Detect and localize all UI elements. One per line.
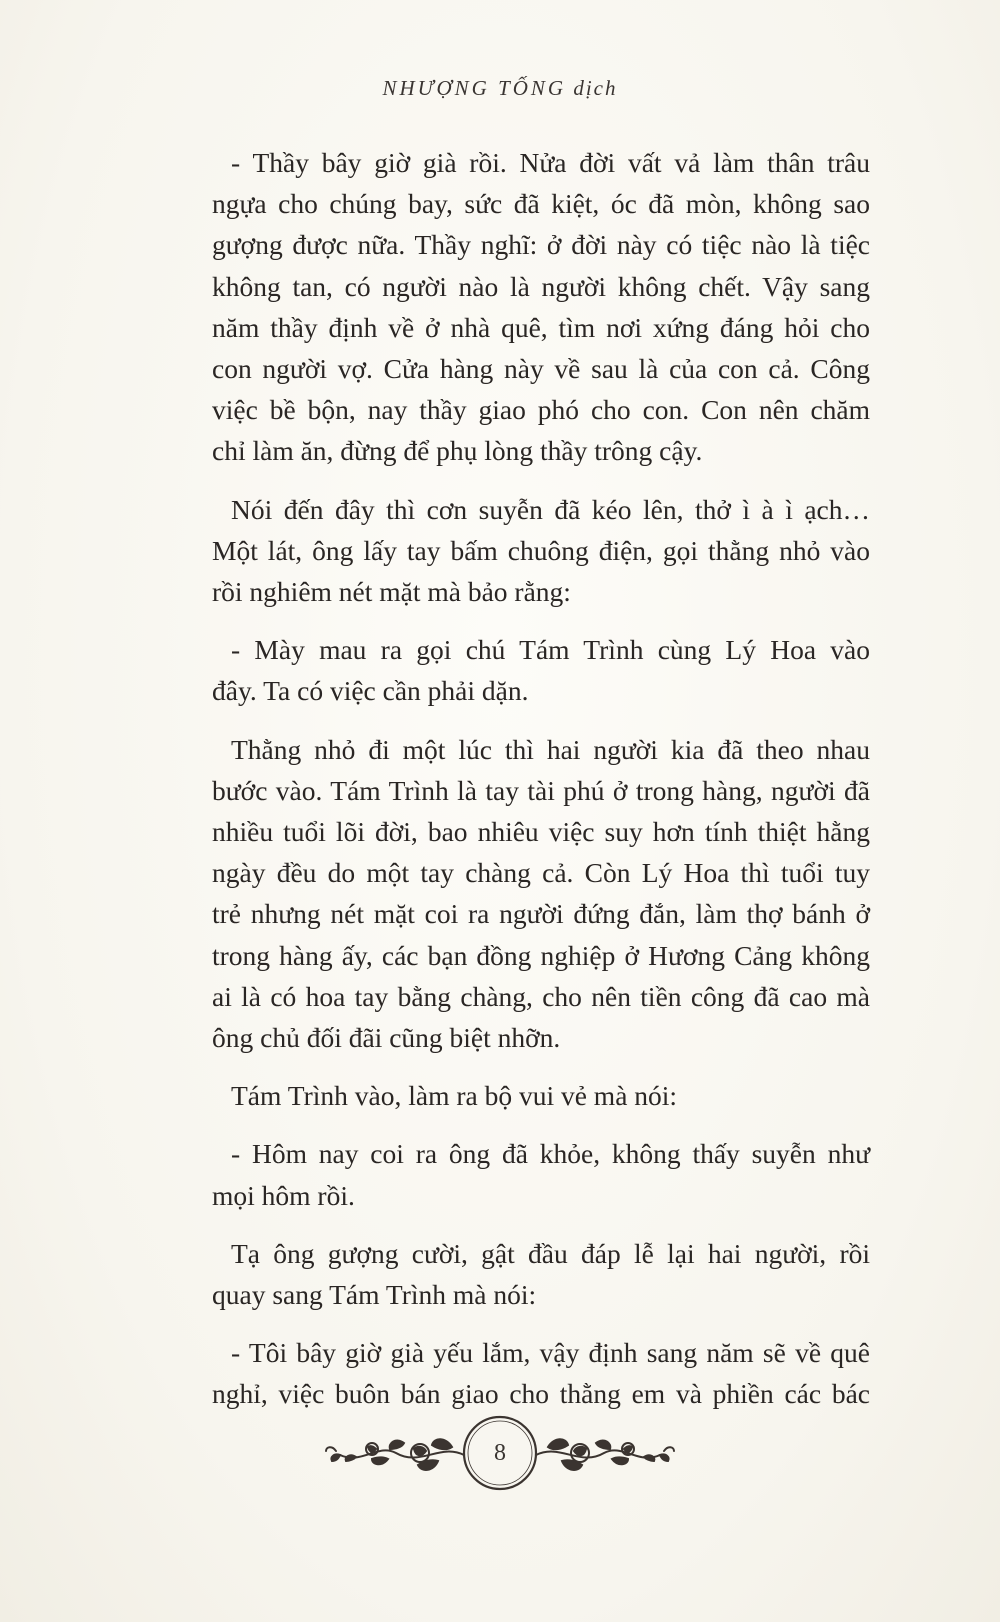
text-line: - Thầy bây giờ già rồi. Nửa đời vất vả làm thân trâu — [231, 147, 870, 178]
text-line: ông chủ đối đãi cũng biệt nhỡn. — [212, 1022, 561, 1054]
text-line: gượng được nữa. Thầy nghĩ: ở đời này có tiệc nào là tiệc — [212, 229, 870, 261]
header-author: NHƯỢNG TỐNG — [382, 76, 567, 100]
text-line: bước vào. Tám Trình là tay tài phú ở trong hàng, người đã — [212, 774, 870, 806]
paragraph — [212, 1075, 870, 1116]
text-line: ai là có hoa tay bằng chàng, cho nên tiền công đã cao mà — [212, 980, 870, 1012]
text-line: Tám Trình vào, làm ra bộ vui vẻ mà nói: — [231, 1080, 678, 1112]
paragraph — [212, 1133, 870, 1215]
running-header — [0, 76, 1000, 101]
paragraph — [212, 729, 870, 1059]
text-line: năm thầy định về ở nhà quê, tìm nơi xứng đáng hỏi cho — [212, 311, 870, 343]
text-line: trẻ nhưng nét mặt coi ra người đứng đắn, làm thợ bánh ở — [212, 898, 870, 930]
paragraph — [212, 1233, 870, 1315]
text-line: Thằng nhỏ đi một lúc thì hai người kia đã theo nhau — [231, 733, 870, 765]
text-line: Tạ ông gượng cười, gật đầu đáp lễ lại hai người, rồi — [231, 1237, 870, 1269]
text-line: ngày đều do một tay chàng cả. Còn Lý Hoa thì tuổi tuy — [212, 857, 870, 889]
text-line: Nói đến đây thì cơn suyễn đã kéo lên, thở ì à ì ạch… — [231, 493, 870, 525]
paragraph — [212, 629, 870, 711]
page-footer — [0, 1395, 1000, 1515]
text-line: đây. Ta có việc cần phải dặn. — [212, 675, 529, 707]
text-line: không tan, có người nào là người không chết. Vậy sang — [212, 270, 870, 302]
text-line: - Mày mau ra gọi chú Tám Trình cùng Lý Hoa vào — [231, 634, 870, 666]
paragraph — [212, 142, 870, 472]
text-line: việc bề bộn, nay thầy giao phó cho con. Con nên chăm — [212, 394, 870, 426]
text-line: nghỉ, việc buôn bán giao cho thằng em và phiền các bác — [212, 1378, 870, 1410]
text-line: chỉ làm ăn, đừng để phụ lòng thầy trông cậy. — [212, 435, 703, 467]
text-line: - Hôm nay coi ra ông đã khỏe, không thấy suyễn như — [231, 1138, 870, 1170]
text-line: trong hàng ấy, các bạn đồng nghiệp ở Hương Cảng không — [212, 939, 870, 971]
text-line: rồi nghiêm nét mặt mà bảo rằng: — [212, 576, 571, 608]
text-line: - Tôi bây giờ già yếu lắm, vậy định sang năm sẽ về quê — [231, 1337, 870, 1369]
text-line: mọi hôm rồi. — [212, 1179, 355, 1211]
text-line: Một lát, ông lấy tay bấm chuông điện, gọi thằng nhỏ vào — [212, 534, 870, 566]
header-suffix: dịch — [573, 76, 618, 100]
text-line: quay sang Tám Trình mà nói: — [212, 1279, 537, 1311]
text-line: nhiều tuổi lõi đời, bao nhiêu việc suy hơn tính thiệt hằng — [212, 816, 870, 848]
paragraph — [212, 489, 870, 613]
page-number: 8 — [494, 1440, 506, 1466]
text-line: con người vợ. Cửa hàng này về sau là của con cả. Công — [212, 353, 870, 385]
body-text — [212, 142, 870, 1432]
text-line: ngựa cho chúng bay, sức đã kiệt, óc đã mòn, không sao — [212, 188, 870, 220]
